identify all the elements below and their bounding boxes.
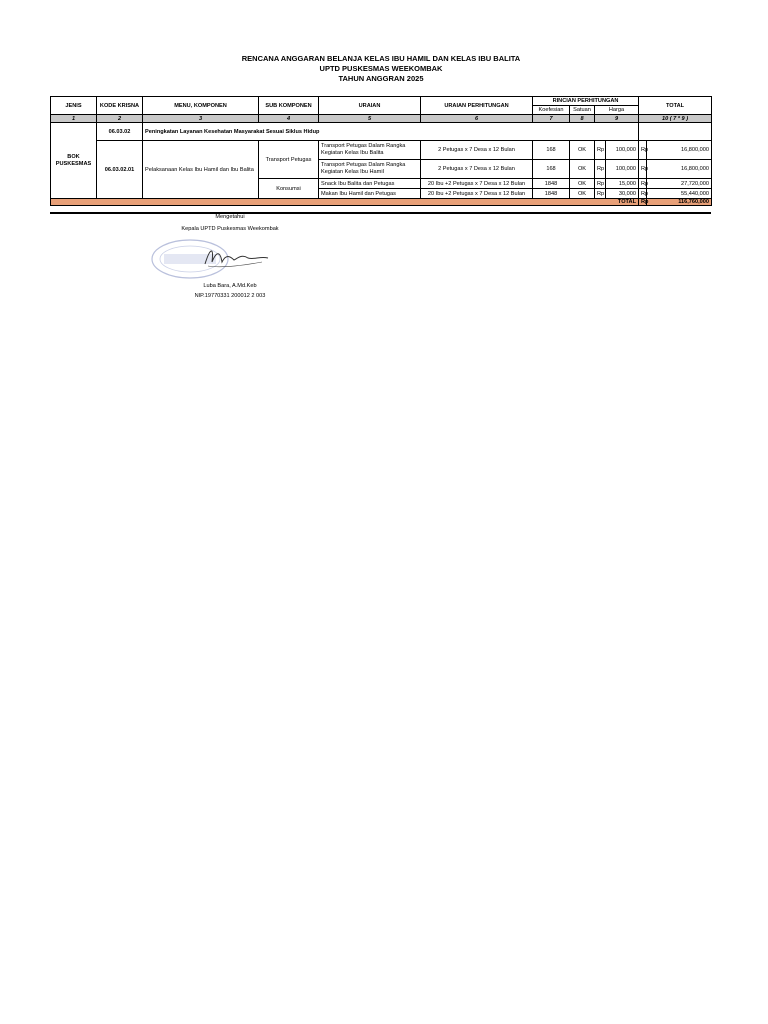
total-cell: 27,720,000 <box>647 179 712 189</box>
harga-currency: Rp <box>595 141 606 160</box>
col-number: 4 <box>259 115 319 123</box>
harga-currency: Rp <box>595 189 606 199</box>
total-currency: Rp <box>639 160 647 179</box>
program-total-empty <box>639 123 712 141</box>
signer-nip: NIP.19770331 200012 2 003 <box>194 293 266 299</box>
document-title: RENCANA ANGGARAN BELANJA KELAS IBU HAMIL DAN KELAS IBU BALITA <box>241 54 521 63</box>
header-total: TOTAL <box>639 97 712 115</box>
harga-currency: Rp <box>595 179 606 189</box>
perhitungan-cell: 2 Petugas x 7 Desa x 12 Bulan <box>421 141 533 160</box>
sub-komponen-transport: Transport Petugas <box>259 141 319 179</box>
col-number: 2 <box>97 115 143 123</box>
col-number: 1 <box>51 115 97 123</box>
column-number-row <box>51 115 712 123</box>
satuan-cell: OK <box>570 189 595 199</box>
koefisien-cell: 168 <box>533 160 570 179</box>
col-number: 5 <box>319 115 421 123</box>
signature-position: Kepala UPTD Puskesmas Weekombak <box>181 226 279 232</box>
grand-total-currency: Rp <box>639 199 647 206</box>
signature-mengetahui: Mengetahui <box>215 214 245 220</box>
grand-total-row <box>51 199 712 206</box>
uraian-cell: Makan Ibu Hamil dan Petugas <box>319 189 421 199</box>
uraian-cell: Transport Petugas Dalam Rangka Kegiatan Kelas Ibu Balita <box>319 141 421 160</box>
uraian-cell: Snack Ibu Balita dan Petugas <box>319 179 421 189</box>
header-rincian: RINCIAN PERHITUNGAN <box>533 97 639 106</box>
kode-kegiatan: 06.03.02.01 <box>97 141 143 199</box>
harga-currency: Rp <box>595 160 606 179</box>
uraian-cell: Transport Petugas Dalam Rangka Kegiatan Kelas Ibu Hamil <box>319 160 421 179</box>
col-number: 6 <box>421 115 533 123</box>
header-menu: MENU, KOMPONEN <box>143 97 259 115</box>
total-currency: Rp <box>639 179 647 189</box>
program-row <box>51 123 712 141</box>
total-cell: 55,440,000 <box>647 189 712 199</box>
header-jenis: JENIS <box>51 97 97 115</box>
koefisien-cell: 1848 <box>533 189 570 199</box>
kode-program: 06.03.02 <box>97 123 143 141</box>
jenis-cell: BOK PUSKESMAS <box>51 123 97 199</box>
kegiatan-name: Pelaksanaan Kelas Ibu Hamil dan Ibu Balita <box>143 141 259 199</box>
perhitungan-cell: 20 Ibu +2 Petugas x 7 Desa x 12 Bulan <box>421 189 533 199</box>
document-year: TAHUN ANGGRAN 2025 <box>338 74 424 83</box>
sub-komponen-konsumsi: Konsumsi <box>259 179 319 199</box>
total-cell: 16,800,000 <box>647 160 712 179</box>
header-kode: KODE KRISNA <box>97 97 143 115</box>
perhitungan-cell: 20 Ibu +2 Petugas x 7 Desa x 12 Bulan <box>421 179 533 189</box>
col-number: 7 <box>533 115 570 123</box>
harga-cell: 15,000 <box>606 179 639 189</box>
harga-cell: 30,000 <box>606 189 639 199</box>
total-currency: Rp <box>639 141 647 160</box>
header-harga: Harga <box>595 106 639 115</box>
col-number: 9 <box>595 115 639 123</box>
header-perhitungan: URAIAN PERHITUNGAN <box>421 97 533 115</box>
header-koefisien: Koefesian <box>533 106 570 115</box>
col-number: 10 ( 7 * 9 ) <box>639 115 712 123</box>
grand-total-label: TOTAL <box>51 199 639 206</box>
signer-name: Luba Bara, A.Md.Keb <box>203 283 257 289</box>
table-row <box>51 141 712 160</box>
program-name: Peningkatan Layanan Kesehatan Masyarakat Sesuai Siklus Hidup <box>143 123 639 141</box>
harga-cell: 100,000 <box>606 160 639 179</box>
total-cell: 16,800,000 <box>647 141 712 160</box>
perhitungan-cell: 2 Petugas x 7 Desa x 12 Bulan <box>421 160 533 179</box>
satuan-cell: OK <box>570 160 595 179</box>
document-subtitle: UPTD PUSKESMAS WEEKOMBAK <box>319 64 443 73</box>
col-number: 8 <box>570 115 595 123</box>
budget-table <box>50 96 712 206</box>
satuan-cell: OK <box>570 179 595 189</box>
grand-total-value: 116,760,000 <box>647 199 712 206</box>
stamp-signature-image <box>150 238 280 280</box>
header-satuan: Satuan <box>570 106 595 115</box>
satuan-cell: OK <box>570 141 595 160</box>
harga-cell: 100,000 <box>606 141 639 160</box>
header-uraian: URAIAN <box>319 97 421 115</box>
header-sub: SUB KOMPONEN <box>259 97 319 115</box>
total-currency: Rp <box>639 189 647 199</box>
koefisien-cell: 168 <box>533 141 570 160</box>
koefisien-cell: 1848 <box>533 179 570 189</box>
col-number: 3 <box>143 115 259 123</box>
